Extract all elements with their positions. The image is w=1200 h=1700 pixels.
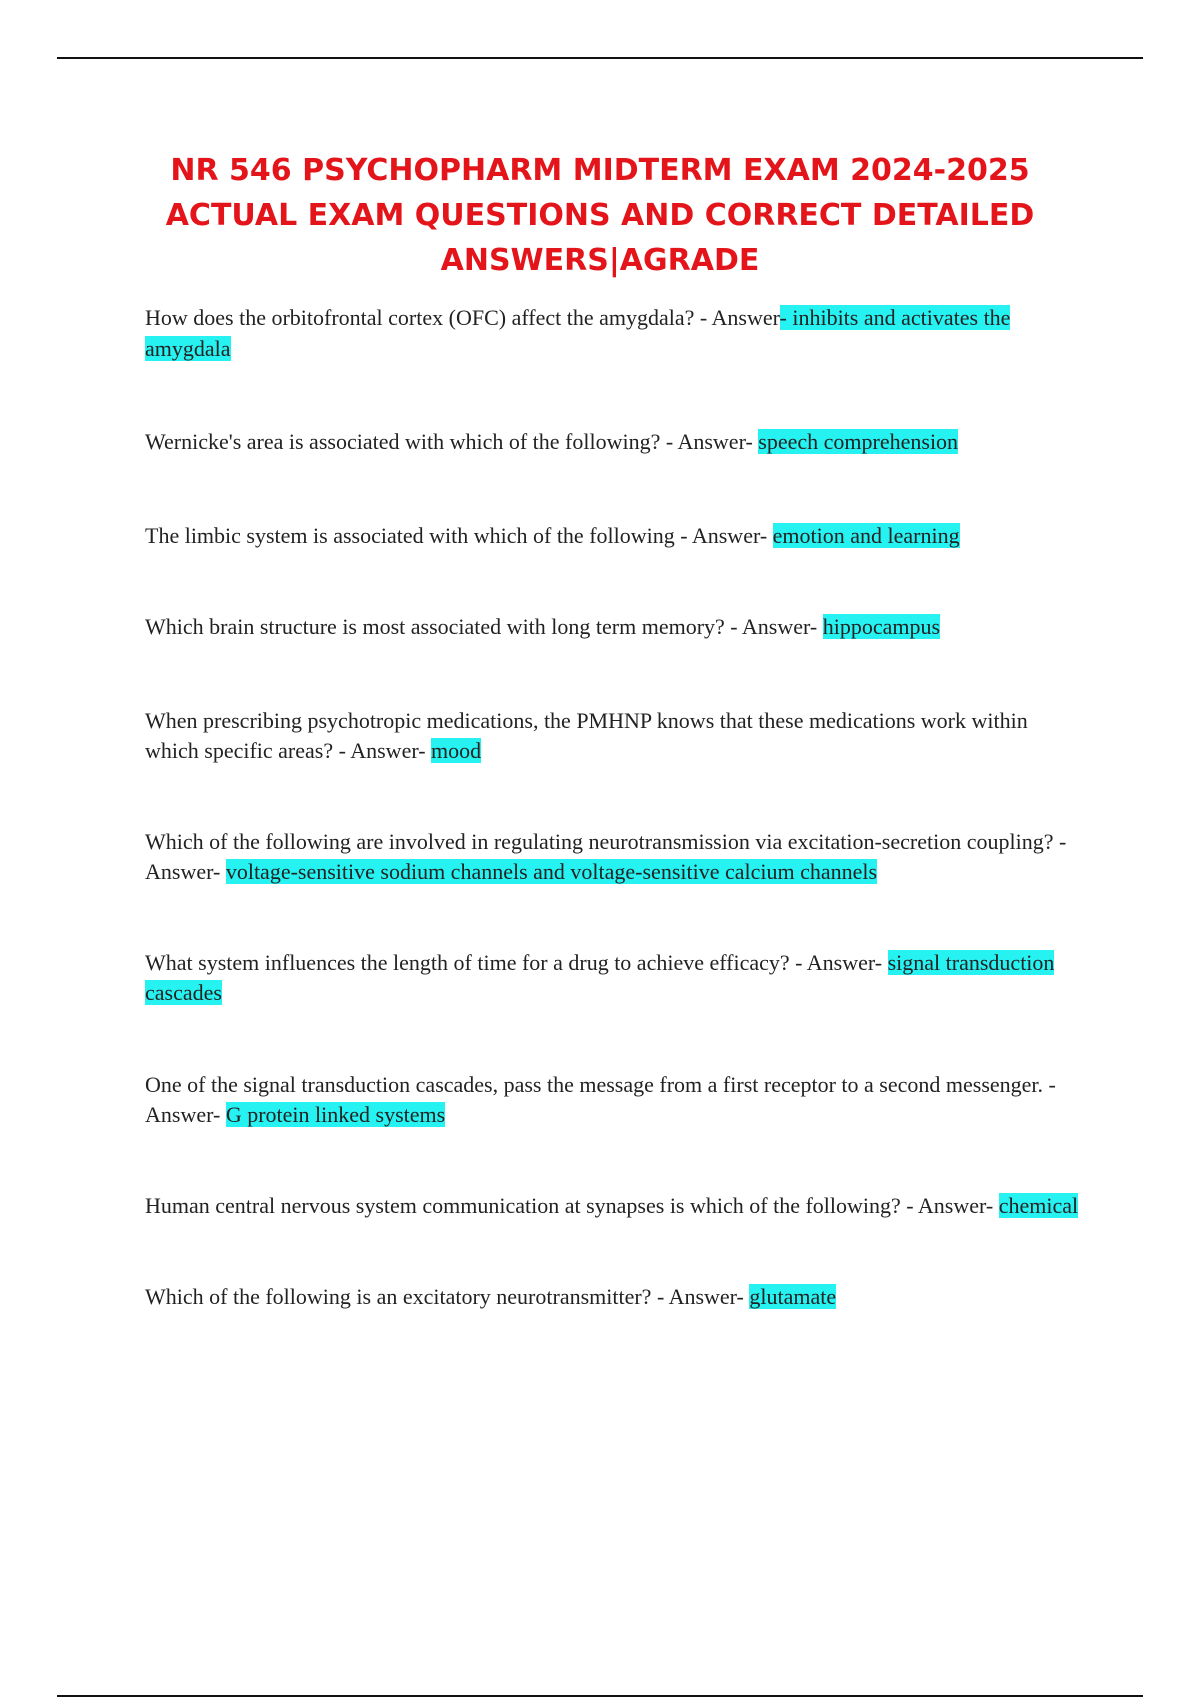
question-text: What system influences the length of time for a drug to achieve efficacy? - Answer- — [145, 949, 888, 975]
question-text: Which brain structure is most associated with long term memory? - Answer- — [145, 614, 823, 639]
question-text: How does the orbitofrontal cortex (OFC) affect the amygdala? - Answer — [145, 305, 780, 330]
question-text: One of the signal transduction cascades, pass the message from a first receptor to a second messenger. - Answer- — [145, 1071, 1056, 1127]
qa-item — [145, 303, 1085, 364]
top-divider — [57, 57, 1143, 59]
answer-highlight: - inhibits and activates the amygdala — [145, 305, 1011, 361]
qa-item — [145, 1070, 1085, 1131]
question-text: The limbic system is associated with which of the following - Answer- — [145, 522, 773, 548]
answer-highlight: mood — [431, 738, 482, 763]
qa-item — [145, 1282, 1085, 1313]
qa-item — [145, 827, 1085, 888]
question-text: Human central nervous system communication at synapses is which of the following? - Answer- — [145, 1192, 999, 1218]
qa-item — [145, 612, 1085, 643]
answer-highlight: voltage-sensitive sodium channels and voltage-sensitive calcium channels — [225, 859, 878, 884]
qa-item — [145, 948, 1085, 1009]
qa-item — [145, 1191, 1085, 1222]
question-text: Which of the following is an excitatory neurotransmitter? - Answer- — [145, 1284, 750, 1309]
answer-highlight: emotion and learning — [772, 522, 960, 548]
answer-highlight: signal transduction cascades — [145, 949, 1055, 1005]
qa-item — [145, 521, 1085, 552]
bottom-divider — [57, 1695, 1143, 1697]
question-text: Wernicke's area is associated with which of the following? - Answer- — [145, 429, 759, 454]
document-title: NR 546 PSYCHOPHARM MIDTERM EXAM 2024-2025 ACTUAL EXAM QUESTIONS AND CORRECT DETAILED ANSWERS|AGRADE — [165, 153, 1035, 278]
answer-highlight: G protein linked systems — [225, 1102, 446, 1127]
qa-item — [145, 706, 1085, 767]
question-text: Which of the following are involved in regulating neurotransmission via excitation-secretion coupling? - Answer- — [145, 828, 1067, 884]
question-text: When prescribing psychotropic medications, the PMHNP knows that these medications work within which specific areas? - Answer- — [145, 707, 1028, 763]
qa-item — [145, 427, 1085, 458]
answer-highlight: hippocampus — [822, 614, 941, 639]
qa-list — [145, 303, 1085, 1313]
answer-highlight: glutamate — [749, 1284, 837, 1309]
answer-highlight: speech comprehension — [758, 429, 959, 454]
answer-highlight: chemical — [998, 1192, 1079, 1218]
